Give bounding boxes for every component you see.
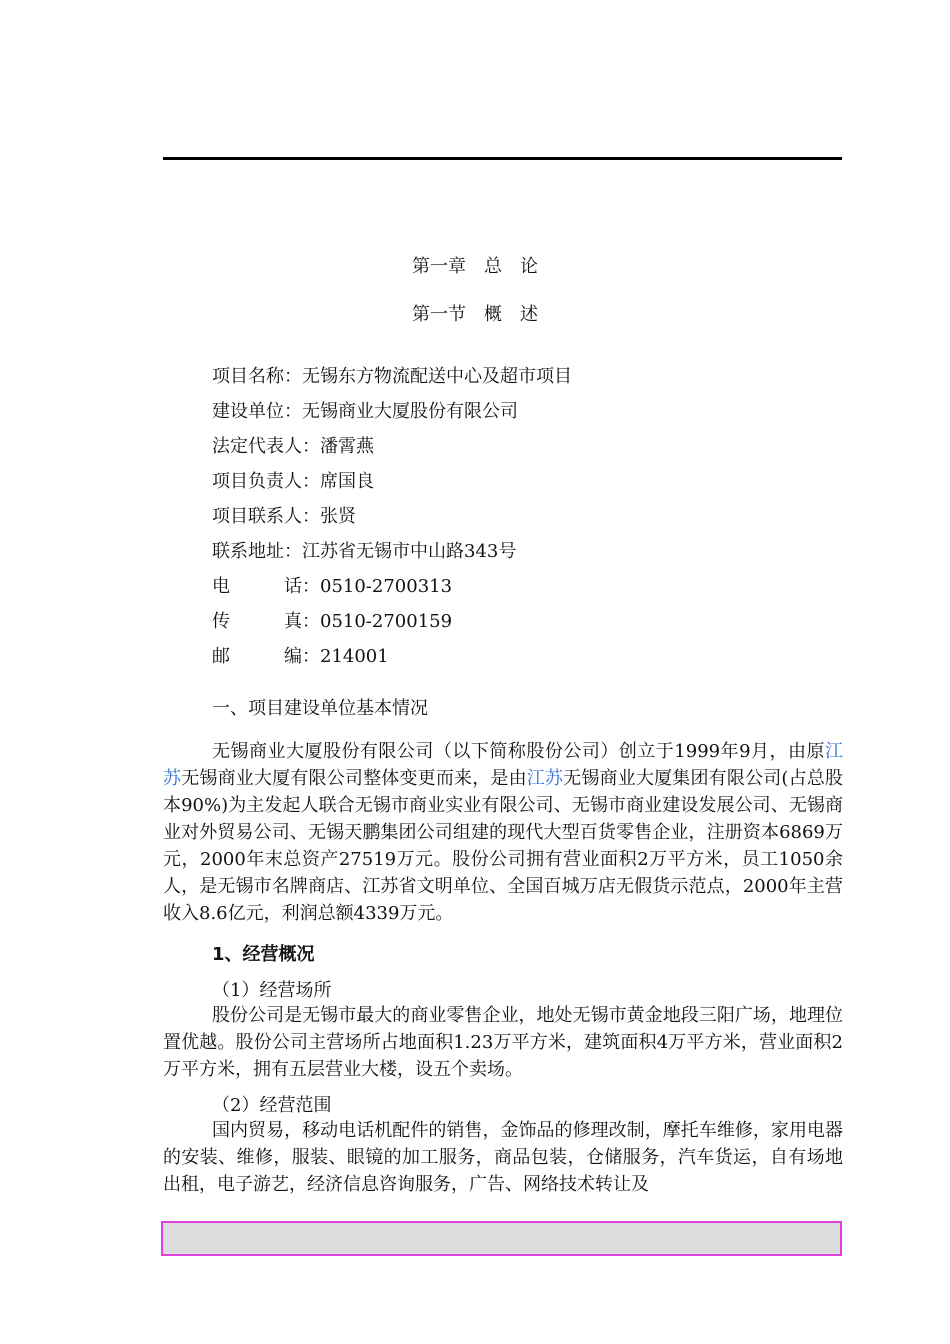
project-lead: 项目负责人：席国良 (212, 471, 374, 492)
scope-text: 国内贸易，移动电话机配件的销售，金饰品的修理改制，摩托车维修，家用电器的安装、维修，服装、眼镜的加工服务，商品包装，仓储服务，汽车货运，自有场地出租，电子游艺，经济信息咨询服务，广告、网络技术转让及 (163, 1120, 843, 1195)
section-one-heading: 一、项目建设单位基本情况 (212, 698, 428, 719)
intro-a: 无锡商业大厦股份有限公司（以下简称股份公司）创立于1999年9月，由原 (212, 741, 825, 762)
post-value: 编：214001 (284, 646, 389, 667)
ops-heading: 1、经营概况 (212, 944, 315, 965)
chapter-title: 第一章 总 论 (412, 256, 538, 277)
intro-hl-1: 江苏 (163, 741, 843, 789)
intro-hl-2: 江苏 (526, 768, 564, 789)
footer-box (161, 1221, 842, 1256)
intro-paragraph (163, 738, 843, 927)
post-label: 邮 (212, 646, 230, 667)
post-line (212, 642, 389, 668)
header-rule (163, 157, 842, 160)
phone-label: 电 (212, 576, 230, 597)
phone-line (212, 572, 452, 598)
site-paragraph (163, 1002, 843, 1083)
intro-c: 无锡商业大厦集团有限公司(占总股本90%)为主发起人联合无锡市商业实业有限公司、无锡市商业建设发展公司、无锡商业对外贸易公司、无锡天鹏集团公司组建的现代大型百货零售企业，注册资本6869万元，2000年末总资产27519万元。股份公司拥有营业面积2万平方米，员工1050余人，是无锡市名牌商店、江苏省文明单位、全国百城万店无假货示范点，2000年主营收入8.6亿元，利润总额4339万元。 (163, 768, 844, 924)
site-text: 股份公司是无锡市最大的商业零售企业，地处无锡市黄金地段三阳广场，地理位置优越。股份公司主营场所占地面积1.23万平方米，建筑面积4万平方米，营业面积2万平方米，拥有五层营业大楼，设五个卖场。 (163, 1005, 843, 1080)
intro-b: 无锡商业大厦有限公司整体变更而来，是由 (181, 768, 527, 789)
project-contact: 项目联系人：张贤 (212, 506, 356, 527)
site-heading: （1）经营场所 (212, 980, 332, 1001)
phone-value: 话：0510-2700313 (284, 576, 453, 597)
section-title: 第一节 概 述 (412, 304, 538, 325)
legal-rep: 法定代表人：潘霄燕 (212, 436, 374, 457)
scope-heading: （2）经营范围 (212, 1095, 332, 1116)
fax-line (212, 607, 452, 633)
project-name: 项目名称：无锡东方物流配送中心及超市项目 (212, 366, 572, 387)
address: 联系地址：江苏省无锡市中山路343号 (212, 541, 517, 562)
builder: 建设单位：无锡商业大厦股份有限公司 (212, 401, 518, 422)
fax-value: 真：0510-2700159 (284, 611, 453, 632)
scope-paragraph (163, 1117, 843, 1198)
fax-label: 传 (212, 611, 230, 632)
